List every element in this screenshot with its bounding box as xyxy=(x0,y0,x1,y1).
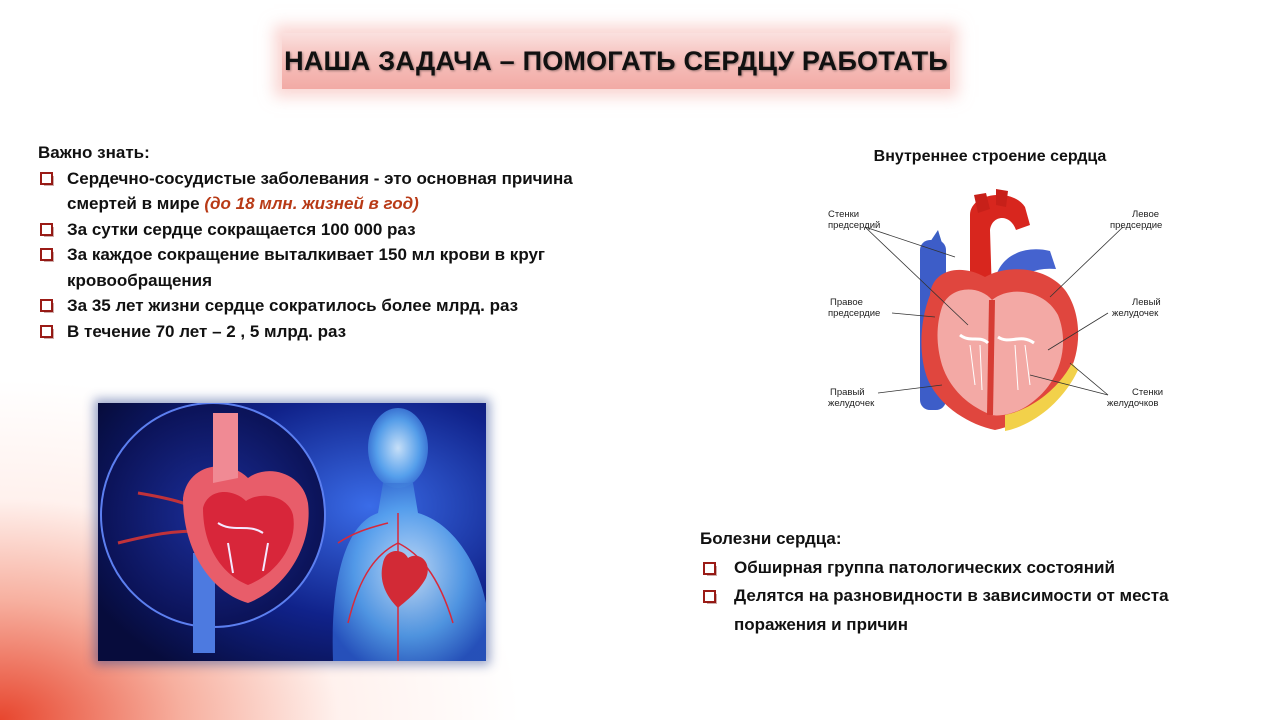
fact-text: За 35 лет жизни сердце сократилось более млрд. раз xyxy=(67,296,519,315)
label-right-ventricle: желудочек xyxy=(828,398,875,409)
checkbox-square-icon xyxy=(40,172,53,185)
fact-accent: (до 18 млн. жизней в год) xyxy=(204,194,419,213)
checkbox-square-icon xyxy=(40,325,53,338)
checkbox-square-icon xyxy=(703,562,716,575)
important-list xyxy=(38,166,638,345)
label-right-ventricle: Правый xyxy=(830,387,865,398)
label-ventricle-walls: Стенки xyxy=(1132,387,1164,398)
checkbox-square-icon xyxy=(40,248,53,261)
list-item xyxy=(38,319,638,345)
slide-title: НАША ЗАДАЧА – ПОМОГАТЬ СЕРДЦУ РАБОТАТЬ xyxy=(284,45,948,76)
disease-text: Делятся на разновидности в зависимости от места поражения и причин xyxy=(734,586,1169,634)
disease-text: Обширная группа патологических состояний xyxy=(734,557,1115,577)
list-item xyxy=(38,217,638,243)
list-item xyxy=(38,242,638,293)
heart-diagram xyxy=(820,185,1170,435)
diseases-heading: Болезни сердца: xyxy=(700,529,842,548)
label-right-atrium: предсердие xyxy=(828,308,881,319)
fact-text: За каждое сокращение выталкивает 150 мл крови в круг кровообращения xyxy=(67,245,546,290)
aorta-zoom xyxy=(213,413,238,483)
list-item xyxy=(700,582,1170,639)
label-right-atrium: Правое xyxy=(830,297,863,308)
human-head xyxy=(368,408,428,488)
label-atria-walls: предсердий xyxy=(828,220,881,231)
fact-text: За сутки сердце сокращается 100 000 раз xyxy=(67,219,416,239)
label-left-ventricle: желудочек xyxy=(1112,308,1159,319)
heart-diseases-block xyxy=(700,525,1170,639)
list-item xyxy=(38,293,638,319)
checkbox-square-icon xyxy=(40,223,53,236)
heart-illustration xyxy=(98,403,486,661)
label-left-atrium: предсердие xyxy=(1110,220,1163,231)
important-facts-block xyxy=(38,140,638,344)
list-item xyxy=(700,554,1170,583)
diagram-title: Внутреннее строение сердца xyxy=(873,148,1107,165)
label-left-atrium: Левое xyxy=(1132,209,1160,220)
fact-text: В течение 70 лет – 2 , 5 млрд. раз xyxy=(67,321,347,341)
checkbox-square-icon xyxy=(40,299,53,312)
fact-text: Сердечно-сосудистые заболевания - это основная причина смертей в мире xyxy=(67,168,573,213)
label-atria-walls: Стенки xyxy=(828,209,860,220)
list-item xyxy=(38,166,638,217)
diseases-list xyxy=(700,554,1170,640)
checkbox-square-icon xyxy=(703,590,716,603)
label-left-ventricle: Левый xyxy=(1132,297,1161,308)
important-heading: Важно знать: xyxy=(38,143,150,162)
label-ventricle-walls: желудочков xyxy=(1107,398,1159,409)
septum xyxy=(990,300,992,415)
